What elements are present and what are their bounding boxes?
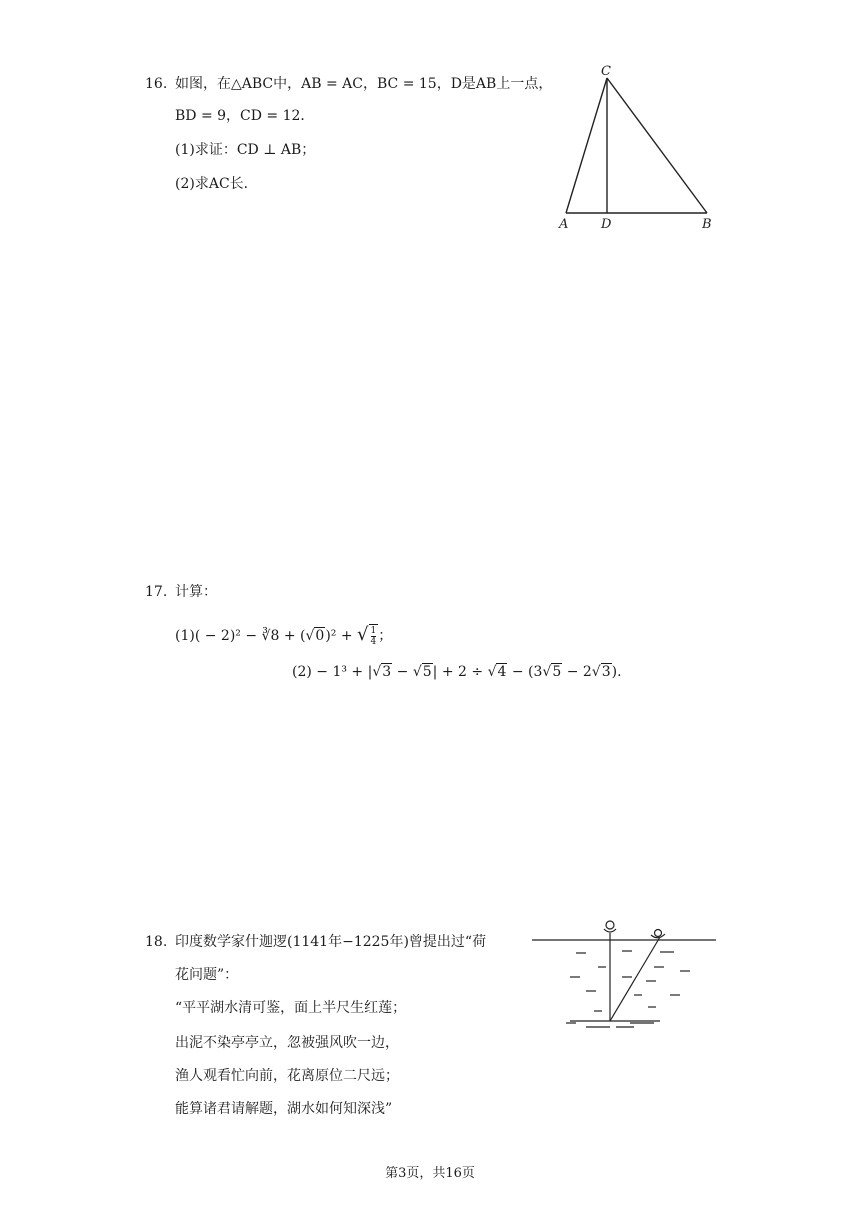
question-16-part2: (2)求AC长． — [175, 176, 258, 192]
label-c: C — [601, 64, 611, 79]
label-a: A — [559, 217, 569, 232]
question-16-stem-line2: BD = 9，CD = 12． — [175, 108, 315, 124]
fraction-denominator: 4 — [370, 637, 377, 647]
expr2-sqrt-3: 3 — [382, 664, 392, 680]
question-17-number: 17. — [145, 584, 168, 600]
expr1-prefix: (1)( − 2)² − ∛8 + ( — [175, 628, 306, 644]
expr2-seg-f: ). — [611, 664, 622, 680]
question-16-number: 16. — [145, 76, 168, 92]
lotus-lake-figure — [530, 915, 720, 1030]
expr2-seg-d: − (3 — [507, 664, 543, 680]
question-16-part1: (1)求证：CD ⊥ AB； — [175, 142, 316, 158]
poem-line-3: 渔人观看忙向前，花离原位二尺远； — [175, 1068, 399, 1084]
fraction-numerator: 1 — [370, 626, 377, 636]
lotus-stem-tilted — [610, 937, 660, 1021]
question-18-line2: 花问题”： — [175, 967, 239, 983]
label-d: D — [601, 217, 612, 232]
expr2-sqrt-4: 4 — [497, 664, 507, 680]
side-ca — [566, 78, 607, 213]
question-18-line1: 印度数学家什迦逻(1141年−1225年)曾提出过“荷 — [175, 934, 487, 950]
expr2-sqrt-5: 5 — [422, 664, 432, 680]
lotus-flower-upright-icon — [604, 921, 616, 940]
expr2-seg-c: | + 2 ÷ — [432, 664, 488, 680]
poem-line-2: 出泥不染亭亭立，忽被强风吹一边， — [175, 1035, 399, 1051]
expr2-seg-a: (2) − 1³ + | — [292, 664, 373, 680]
question-17-intro: 计算： — [175, 584, 217, 600]
sqrt-fraction: √ $\frac{1}{4}$ — [357, 624, 377, 647]
question-18-number: 18. — [145, 934, 168, 950]
sqrt-symbol: √ — [305, 628, 315, 644]
poem-line-4: 能算诸君请解题，湖水如何知深浅” — [175, 1101, 393, 1117]
expr1-sqrt-0: 0 — [315, 628, 325, 644]
expr1-mid: )² + — [325, 628, 358, 644]
triangle-figure — [552, 58, 722, 236]
label-b: B — [702, 217, 712, 232]
question-17-expression-2: (2) − 1³ + |√3 − √5| + 2 ÷ √4 − (3√5 − 2√3). — [292, 664, 622, 680]
expr2-sqrt-3b: 3 — [601, 664, 611, 680]
water-ripple-marks — [566, 951, 690, 1027]
side-cb — [607, 78, 707, 213]
lotus-flower-tilted-icon — [651, 930, 665, 938]
expr2-seg-e: − 2 — [562, 664, 592, 680]
expr2-sqrt-5b: 5 — [552, 664, 562, 680]
page-footer: 第3页，共16页 — [385, 1166, 475, 1181]
poem-line-1: “平平湖水清可鉴，面上半尺生红莲； — [175, 1000, 407, 1016]
question-16-stem-line1: 如图，在△ABC中，AB = AC，BC = 15，D是AB上一点， — [175, 76, 553, 92]
question-17-expression-1 — [175, 624, 392, 648]
expr1-end: ； — [378, 628, 393, 644]
expr2-seg-b: − — [392, 664, 413, 680]
